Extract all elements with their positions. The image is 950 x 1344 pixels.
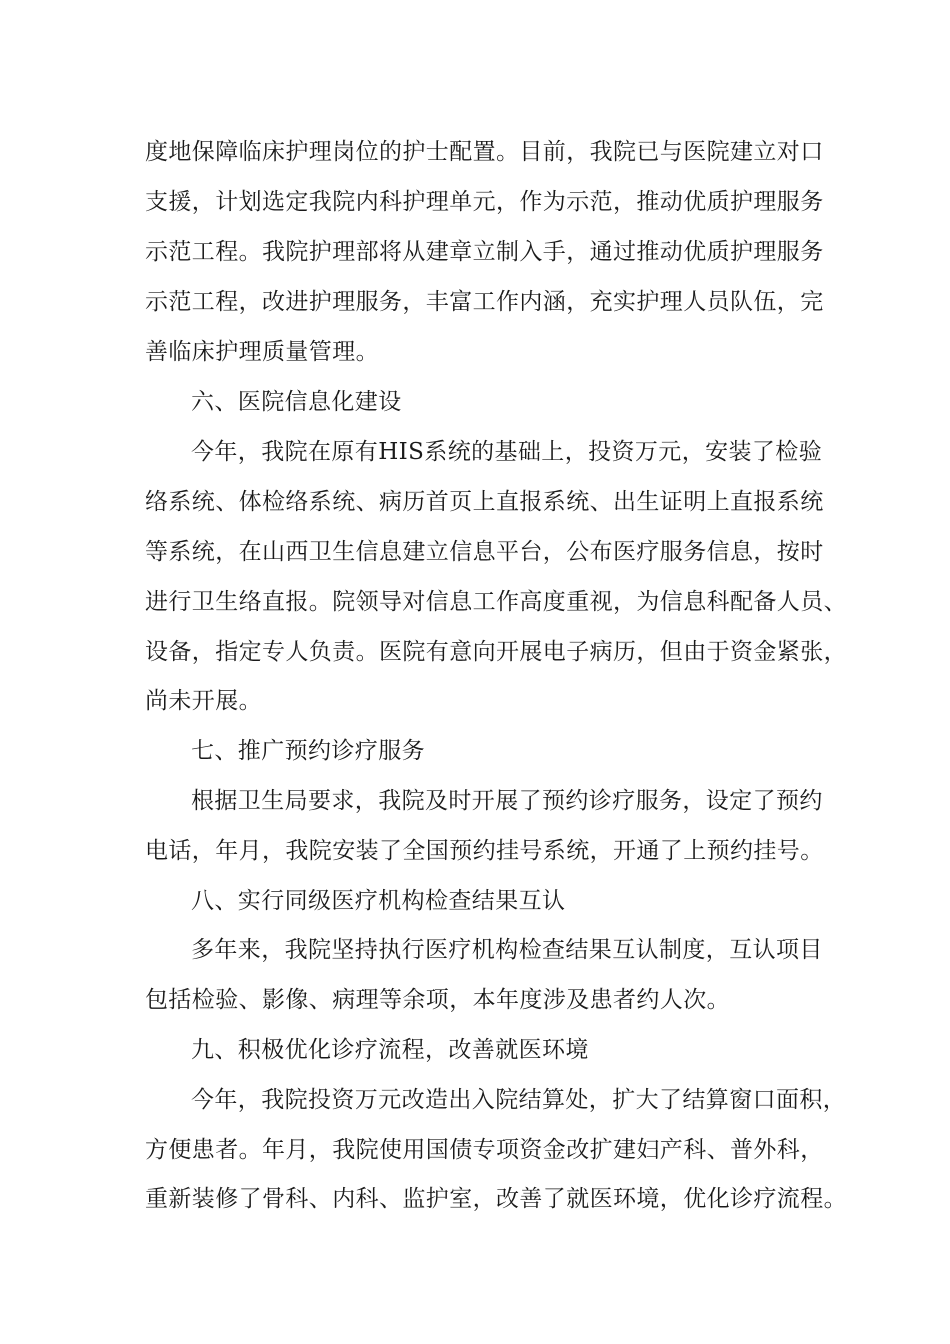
body-text-line: 示范工程，改进护理服务，丰富工作内涵，充实护理人员队伍，完 (145, 289, 824, 315)
body-text-line: 善临床护理质量管理。 (145, 339, 379, 365)
body-text-line: 重新装修了骨科、内科、监护室，改善了就医环境，优化诊疗流程。 (145, 1186, 847, 1212)
body-text-line: 示范工程。我院护理部将从建章立制入手，通过推动优质护理服务 (145, 239, 824, 265)
paragraph-first-line: 多年来，我院坚持执行医疗机构检查结果互认制度，互认项目 (191, 937, 823, 963)
paragraph-first-line: 今年，我院投资万元改造出入院结算处，扩大了结算窗口面积， (191, 1087, 847, 1113)
section-heading-8: 八、实行同级医疗机构检查结果互认 (191, 888, 566, 914)
body-text-line: 设备，指定专人负责。医院有意向开展电子病历，但由于资金紧张， (145, 639, 847, 665)
section-heading-7: 七、推广预约诊疗服务 (191, 738, 425, 764)
paragraph-first-line: 根据卫生局要求，我院及时开展了预约诊疗服务，设定了预约 (191, 788, 823, 814)
body-text-line: 电话，年月，我院安装了全国预约挂号系统，开通了上预约挂号。 (145, 838, 824, 864)
body-text-line: 进行卫生络直报。院领导对信息工作高度重视，为信息科配备人员、 (145, 589, 847, 615)
section-heading-6: 六、医院信息化建设 (191, 389, 402, 415)
body-text-line: 包括检验、影像、病理等余项，本年度涉及患者约人次。 (145, 987, 730, 1013)
body-text-line: 方便患者。年月，我院使用国债专项资金改扩建妇产科、普外科， (145, 1137, 824, 1163)
body-text-line: 等系统，在山西卫生信息建立信息平台，公布医疗服务信息，按时 (145, 539, 824, 565)
body-text-line: 络系统、体检络系统、病历首页上直报系统、出生证明上直报系统 (145, 489, 824, 515)
paragraph-first-line: 今年，我院在原有HIS系统的基础上，投资万元，安装了检验 (191, 439, 823, 465)
body-text-line: 支援，计划选定我院内科护理单元，作为示范，推动优质护理服务 (145, 189, 824, 215)
body-text-line: 度地保障临床护理岗位的护士配置。目前，我院已与医院建立对口 (145, 139, 824, 165)
body-text-line: 尚未开展。 (145, 688, 262, 714)
section-heading-9: 九、积极优化诊疗流程，改善就医环境 (191, 1037, 589, 1063)
